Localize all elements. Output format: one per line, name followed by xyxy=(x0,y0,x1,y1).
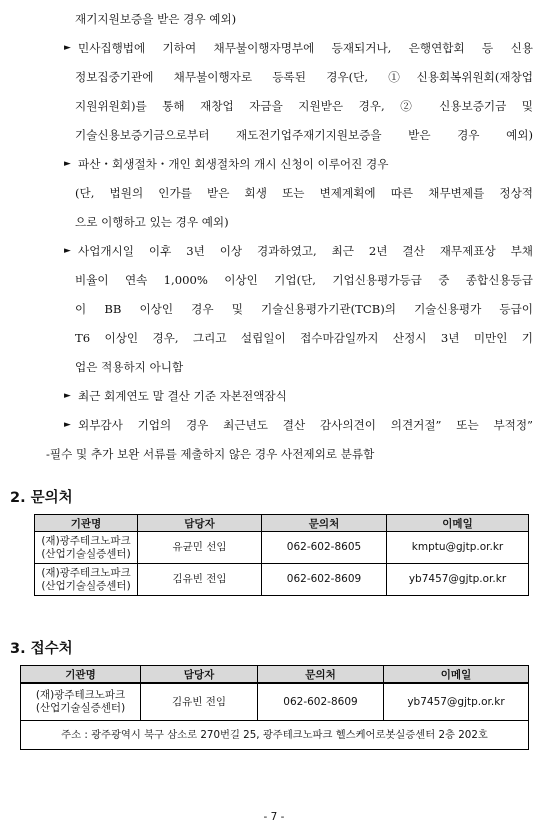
org-cell: (재)광주테크노파크 (산업기술실증센터) xyxy=(35,564,138,596)
table-header-row xyxy=(21,666,529,684)
bullet-icon: ► xyxy=(64,391,71,401)
phone-cell: 062-602-8605 xyxy=(262,532,387,564)
bullet-icon: ► xyxy=(64,246,71,256)
body-line-15: 외부감사 기업의 경우 최근년도 결산 감사의견이 의견거절” 또는 부적정” xyxy=(78,418,533,432)
email-cell[interactable]: kmptu@gjtp.or.kr xyxy=(387,532,529,564)
header-person: 담당자 xyxy=(138,515,262,532)
reception-section-title: 3. 접수처 xyxy=(10,641,73,657)
table-row xyxy=(35,564,529,596)
bullet-icon: ► xyxy=(64,159,71,169)
contact-table xyxy=(34,514,529,596)
table-header-row xyxy=(35,515,529,532)
person-cell: 김유빈 전임 xyxy=(138,564,262,596)
person-cell: 유균민 선임 xyxy=(138,532,262,564)
body-line-7: (단, 법원의 인가를 받은 회생 또는 변제계획에 따른 채무변제를 정상적 xyxy=(75,186,533,200)
body-line-5: 기술신용보증기금으로부터 재도전기업주재기지원보증을 받은 경우 예외) xyxy=(75,128,533,142)
contact-section-title: 2. 문의처 xyxy=(10,490,73,506)
body-line-13: 업은 적용하지 아니함 xyxy=(75,360,184,374)
address-cell: 주소 : 광주광역시 북구 삼소로 270번길 25, 광주테크노파크 헬스케어로봇실증센터 2층 202호 xyxy=(21,721,529,750)
body-line-6: 파산・회생절차・개인 회생절차의 개시 신청이 이루어진 경우 xyxy=(78,157,389,171)
body-line-14: 최근 회계연도 말 결산 기준 자본전액잠식 xyxy=(78,389,287,403)
header-org: 기관명 xyxy=(21,666,141,684)
reception-table xyxy=(20,665,529,750)
table-row xyxy=(35,532,529,564)
body-line-11: 이 BB 이상인 경우 및 기술신용평가기관(TCB)의 기술신용평가 등급이 xyxy=(75,302,533,316)
body-line-12: T6 이상인 경우, 그리고 설립일이 접수마감일까지 산정시 3년 미만인 기 xyxy=(75,331,533,345)
header-email: 이메일 xyxy=(387,515,529,532)
body-line-3: 정보집중기관에 채무불이행자로 등록된 경우(단, ①신용회복위원회(재창업 xyxy=(75,70,533,84)
body-line-8: 으로 이행하고 있는 경우 예외) xyxy=(75,215,229,229)
body-line-1: 재기지원보증을 받은 경우 예외) xyxy=(75,12,237,26)
body-line-9: 사업개시일 이후 3년 이상 경과하였고, 최근 2년 결산 재무제표상 부채 xyxy=(78,244,533,258)
header-phone: 문의처 xyxy=(262,515,387,532)
body-line-16: -필수 및 추가 보완 서류를 제출하지 않은 경우 사전제외로 분류함 xyxy=(46,447,375,461)
email-cell[interactable]: yb7457@gjtp.or.kr xyxy=(387,564,529,596)
address-row xyxy=(21,721,529,750)
phone-cell: 062-602-8609 xyxy=(258,683,384,721)
bullet-icon: ► xyxy=(64,420,71,430)
body-line-2: 민사집행법에 기하여 채무불이행자명부에 등재되거나, 은행연합회 등 신용 xyxy=(78,41,533,55)
phone-cell: 062-602-8609 xyxy=(262,564,387,596)
header-phone: 문의처 xyxy=(258,666,384,684)
body-line-10: 비율이 연속 1,000% 이상인 기업(단, 기업신용평가등급 중 종합신용등급 xyxy=(75,273,533,287)
org-cell: (재)광주테크노파크 (산업기술실증센터) xyxy=(21,683,141,721)
body-line-4: 지원위원회)를 통해 재창업 자금을 지원받은 경우, ② 신용보증기금 및 xyxy=(75,99,533,113)
table-row xyxy=(21,683,529,721)
header-email: 이메일 xyxy=(384,666,529,684)
org-cell: (재)광주테크노파크 (산업기술실증센터) xyxy=(35,532,138,564)
header-org: 기관명 xyxy=(35,515,138,532)
email-cell[interactable]: yb7457@gjtp.or.kr xyxy=(384,683,529,721)
bullet-icon: ► xyxy=(64,43,71,53)
header-person: 담당자 xyxy=(141,666,258,684)
page-number: - 7 - xyxy=(263,811,285,823)
person-cell: 김유빈 전임 xyxy=(141,683,258,721)
